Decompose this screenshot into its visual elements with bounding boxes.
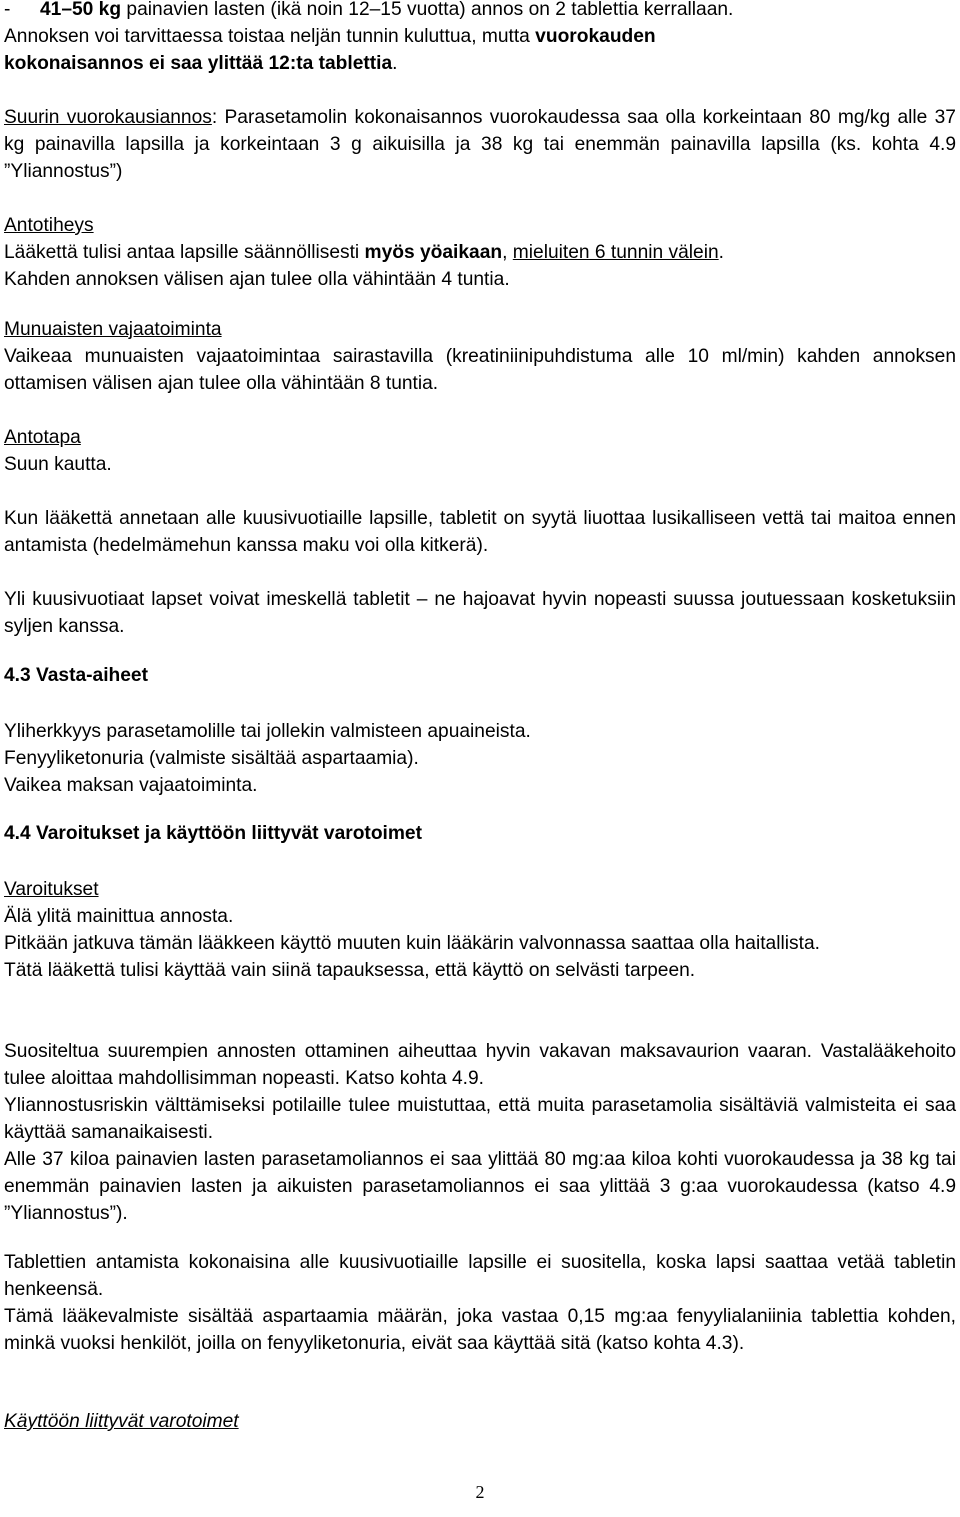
dosage-line-3: kokonaisannos ei saa ylittää 12:ta tablettia. [4, 53, 398, 74]
list-item: Tablettien antamista kokonaisina alle kuusivuotiaille lapsille ei suositella, koska lapsi saattaa vetää tabletin henkeensä. [4, 1252, 956, 1300]
list-item: Yliherkkyys parasetamolille tai jollekin valmisteen apuaineista. [4, 721, 531, 742]
warnings-heading: 4.4 Varoitukset ja käyttöön liittyvät varotoimet [4, 823, 422, 844]
dosage-block [4, 0, 956, 77]
renal-section [4, 316, 956, 397]
dosage-line-2: Annoksen voi tarvittaessa toistaa neljän tunnin kuluttua, mutta vuorokauden [4, 26, 656, 47]
precautions-heading: Käyttöön liittyvät varotoimet [4, 1411, 239, 1432]
contraindications-list [4, 718, 956, 799]
max-dose-heading: Suurin vuorokausiannos [4, 107, 212, 128]
administration-route: Suun kautta. [4, 454, 112, 475]
list-item: Tätä lääkettä tulisi käyttää vain siinä tapauksessa, että käyttö on selvästi tarpeen. [4, 960, 696, 981]
administration-section [4, 424, 956, 478]
list-item: Vaikea maksan vajaatoiminta. [4, 775, 258, 796]
contraindications-heading: 4.3 Vasta-aiheet [4, 665, 148, 686]
list-item: Yliannostusriskin välttämiseksi potilaille tulee muistuttaa, että muita parasetamolia sisältäviä valmisteita ei saa käyttää samanaikaisesti. [4, 1095, 956, 1143]
list-item: Fenyyliketonuria (valmiste sisältää aspartaamia). [4, 748, 419, 769]
warnings-group-1 [4, 876, 956, 984]
list-item: Suositeltua suurempien annosten ottaminen aiheuttaa hyvin vakavan maksavaurion vaaran. Vastalääkehoito tulee aloittaa mahdollisimman nopeasti. Katso kohta 4.9. [4, 1041, 956, 1089]
list-item: Älä ylitä mainittua annosta. [4, 906, 234, 927]
renal-text: Vaikeaa munuaisten vajaatoimintaa sairastavilla (kreatiniinipuhdistuma alle 10 ml/min) kahden annoksen ottamisen välisen ajan tulee olla vähintään 8 tuntia. [4, 346, 956, 394]
administration-over-six: Yli kuusivuotiaat lapset voivat imeskellä tabletit – ne hajoavat hyvin nopeasti suussa joutuessaan kosketuksiin syljen kanssa. [4, 589, 956, 637]
contraindications-heading-block [4, 662, 956, 689]
page-number: 2 [475, 1482, 485, 1502]
warnings-subheading: Varoitukset [4, 879, 99, 900]
frequency-line-1: Lääkettä tulisi antaa lapsille säännöllisesti myös yöaikaan, mieluiten 6 tunnin välein. [4, 242, 724, 263]
frequency-heading: Antotiheys [4, 215, 94, 236]
administration-under-six: Kun lääkettä annetaan alle kuusivuotiaille lapsille, tabletit on syytä liuottaa lusikalliseen vettä tai maitoa ennen antamista (hedelmämehun kanssa maku voi olla kitkerä). [4, 508, 956, 556]
warnings-heading-block [4, 820, 956, 847]
list-item: Pitkään jatkuva tämän lääkkeen käyttö muuten kuin lääkärin valvonnassa saattaa olla haitallista. [4, 933, 820, 954]
frequency-line-2: Kahden annoksen välisen ajan tulee olla vähintään 4 tuntia. [4, 269, 510, 290]
list-item: Tämä lääkevalmiste sisältää aspartaamia määrän, joka vastaa 0,15 mg:aa fenyylialaniinia tablettia kohden, minkä vuoksi henkilöt, joilla on fenyyliketonuria, eivät saa käyttää sitä (katso kohta 4.3). [4, 1306, 956, 1354]
warnings-group-2 [4, 1038, 956, 1227]
dosage-line-1: - 41–50 kg painavien lasten (ikä noin 12–15 vuotta) annos on 2 tablettia kerrallaan. [4, 0, 734, 20]
frequency-section [4, 212, 956, 293]
list-item: Alle 37 kiloa painavien lasten parasetamoliannos ei saa ylittää 80 mg:aa kiloa kohti vuorokaudessa ja 38 kg tai enemmän painavien lasten ja aikuisten parasetamoliannos ei saa ylittää 3 g:aa vuorokaudessa (katso 4.9 ”Yliannostus”). [4, 1149, 956, 1224]
warnings-group-3 [4, 1249, 956, 1357]
max-dose-paragraph: Suurin vuorokausiannos: Parasetamolin kokonaisannos vuorokaudessa saa olla korkeintaan 80 mg/kg alle 37 kg painavilla lapsilla ja korkeintaan 3 g aikuisilla ja 38 kg tai enemmän painavilla lapsilla (ks. kohta 4.9 ”Yliannostus”) [4, 107, 956, 182]
renal-heading: Munuaisten vajaatoiminta [4, 319, 222, 340]
dosage-weight: 41–50 kg [40, 0, 122, 20]
administration-heading: Antotapa [4, 427, 81, 448]
precautions-heading-block [4, 1408, 956, 1435]
